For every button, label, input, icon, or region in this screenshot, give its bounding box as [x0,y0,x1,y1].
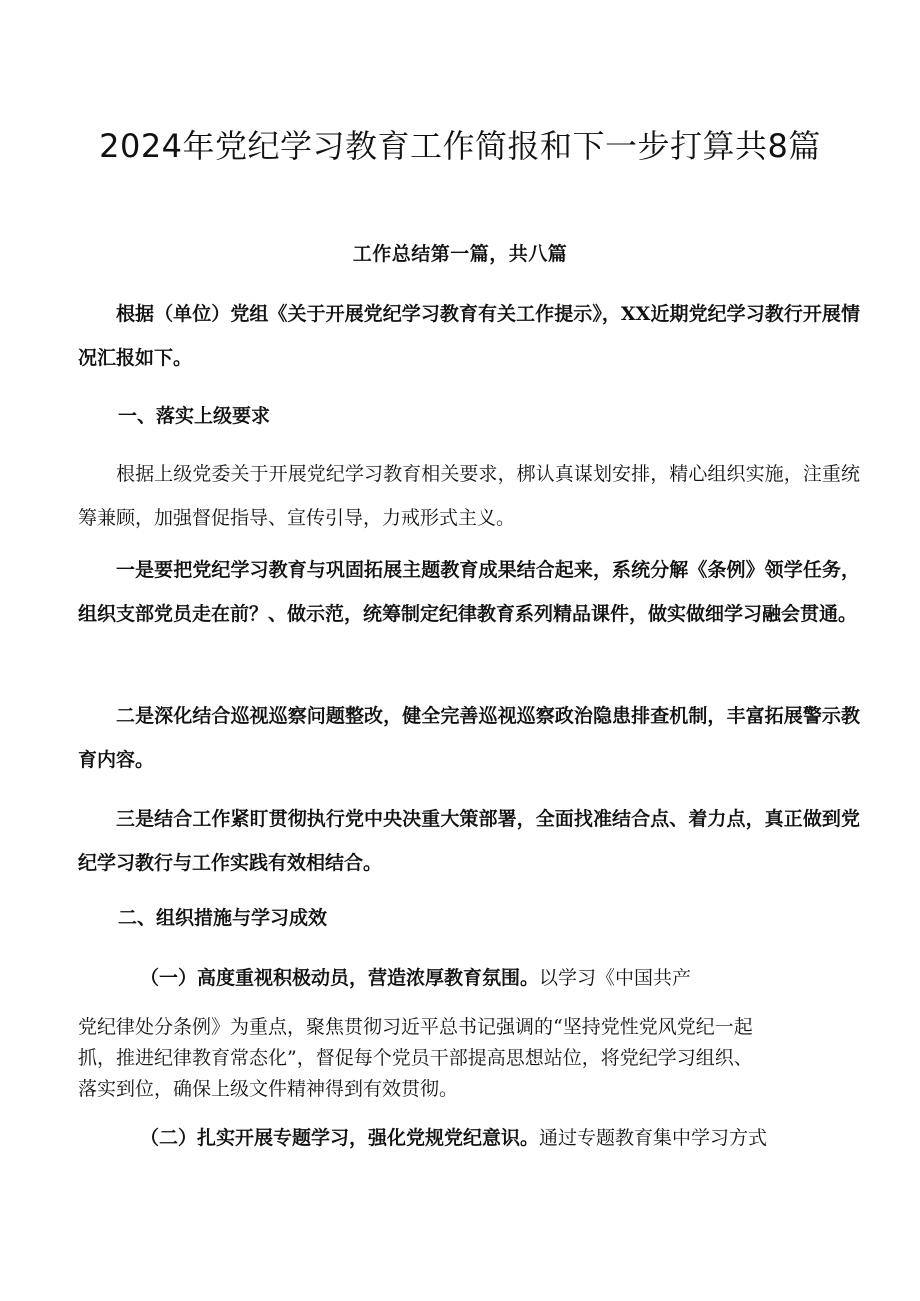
subsection-1-line-3: 抓，推进纪律教育常态化”，督促每个党员干部提高思想站位，将党纪学习组织、 [78,1047,753,1069]
subsection-1-first-line [140,963,691,993]
subsection-2-first-line [140,1123,767,1153]
point-2-paragraph: 二是深化结合巡视巡察问题整改，健全完善巡视巡察政治隐患排查机制，丰富拓展警示教育内容。 [78,705,860,771]
intro-paragraph: 根据（单位）党组《关于开展党纪学习教育有关工作提示》，XX近期党纪学习教行开展情况汇报如下。 [78,303,860,369]
subsection-2-text-start: 通过专题教育集中学习方式 [539,1127,768,1149]
subsection-1-title: （一）高度重视积极动员，营造浓厚教育氛围。 [140,967,540,989]
point-1-paragraph: 一是要把党纪学习教育与巩固拓展主题教育成果结合起来，系统分解《条例》领学任务，组织支部党员走在前？、做示范，统筹制定纪律教育系列精品课件，做实做细学习融会贯通。 [78,559,860,625]
section-1-heading: 一、落实上级要求 [118,405,271,427]
point-3-paragraph: 三是结合工作紧盯贯彻执行党中央决重大策部署，全面找准结合点、着力点，真正做到党纪学习教行与工作实践有效相结合。 [78,808,860,874]
subsection-1-text-start: 以学习《中国共产 [539,967,692,989]
subsection-1-line-4: 落实到位，确保上级文件精神得到有效贯彻。 [78,1078,459,1100]
document-title: 2024年党纪学习教育工作简报和下一步打算共8篇 [99,127,821,165]
section-1-paragraph: 根据上级党委关于开展党纪学习教育相关要求，梆认真谋划安排，精心组织实施，注重统筹兼顾，加强督促指导、宣传引导，力戒形式主义。 [78,463,860,529]
subsection-1-line-2: 党纪律处分条例》为重点，聚焦贯彻习近平总书记强调的“坚持党性党风党纪一起 [78,1016,753,1038]
section-2-heading: 二、组织措施与学习成效 [118,907,328,929]
document-subtitle: 工作总结第一篇，共八篇 [352,243,568,265]
subsection-2-title: （二）扎实开展专题学习，强化党规党纪意识。 [140,1127,540,1149]
